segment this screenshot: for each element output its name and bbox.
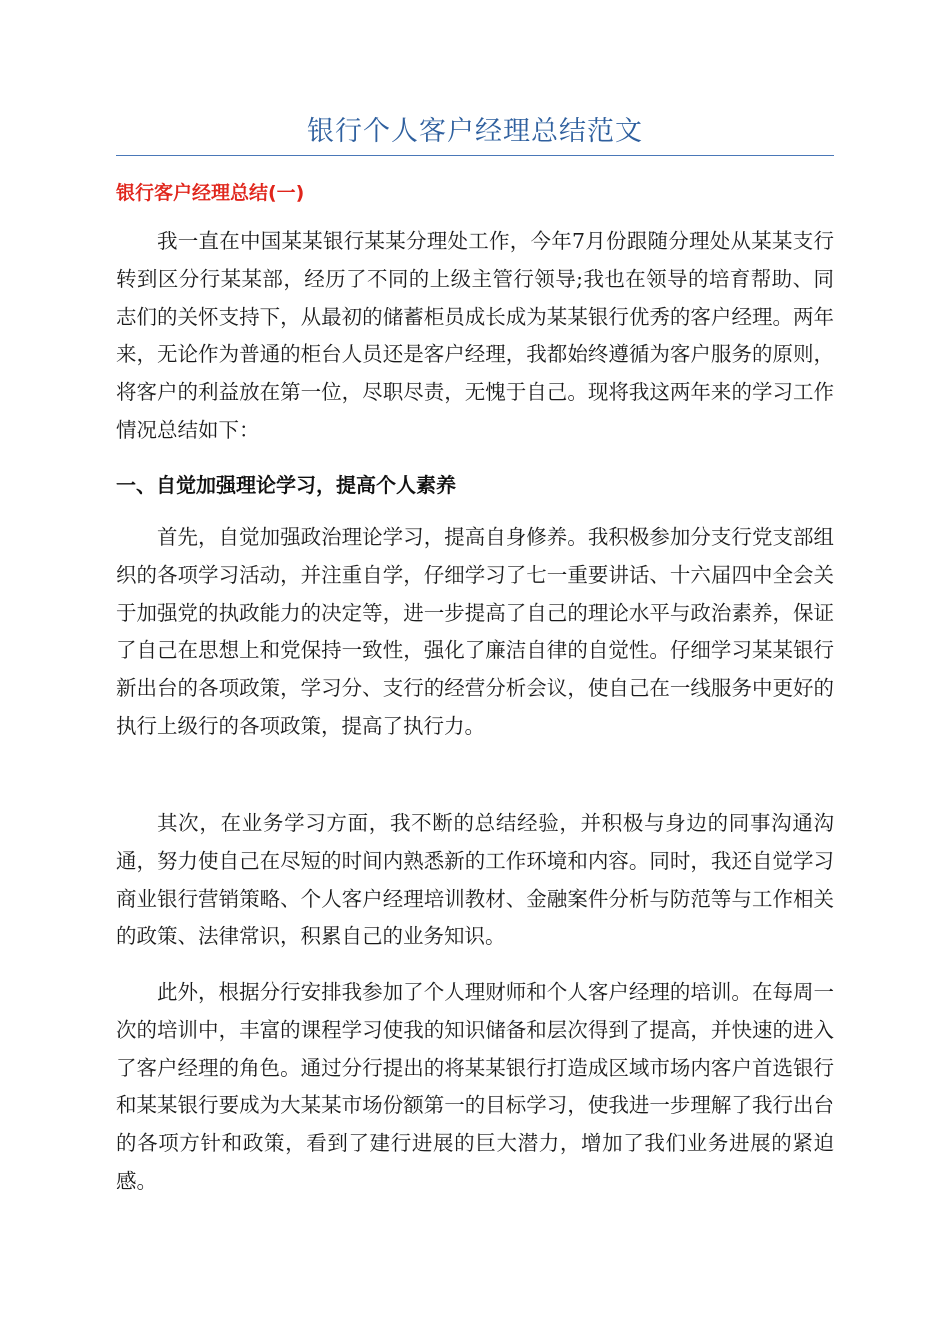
body-paragraph: 其次，在业务学习方面，我不断的总结经验，并积极与身边的同事沟通沟通，努力使自己在尽短的时间内熟悉新的工作环境和内容。同时，我还自觉学习商业银行营销策略、个人客户经理培训教材、金融案件分析与防范等与工作相关的政策、法律常识，积累自己的业务知识。 [116, 811, 834, 949]
section-heading: 银行客户经理总结(一) [116, 182, 305, 204]
body-paragraph: 首先，自觉加强政治理论学习，提高自身修养。我积极参加分支行党支部组织的各项学习活动，并注重自学，仔细学习了七一重要讲话、十六届四中全会关于加强党的执政能力的决定等，进一步提高了自己的理论水平与政治素养，保证了自己在思想上和党保持一致性，强化了廉洁自律的自觉性。仔细学习某某银行新出台的各项政策，学习分、支行的经营分析会议，使自己在一线服务中更好的执行上级行的各项政策，提高了执行力。 [116, 525, 834, 738]
body-paragraph: 我一直在中国某某银行某某分理处工作，今年7月份跟随分理处从某某支行转到区分行某某部，经历了不同的上级主管行领导;我也在领导的培育帮助、同志们的关怀支持下，从最初的储蓄柜员成长成为某某银行优秀的客户经理。两年来，无论作为普通的柜台人员还是客户经理，我都始终遵循为客户服务的原则，将客户的利益放在第一位，尽职尽责，无愧于自己。现将我这两年来的学习工作情况总结如下： [116, 229, 834, 442]
subheading: 一、自觉加强理论学习，提高个人素养 [116, 473, 456, 497]
title-underline-rule [116, 155, 834, 156]
document-title: 银行个人客户经理总结范文 [307, 116, 643, 147]
body-paragraph: 此外，根据分行安排我参加了个人理财师和个人客户经理的培训。在每周一次的培训中，丰富的课程学习使我的知识储备和层次得到了提高，并快速的进入了客户经理的角色。通过分行提出的将某某银行打造成区域市场内客户首选银行和某某银行要成为大某某市场份额第一的目标学习，使我进一步理解了我行出台的各项方针和政策，看到了建行进展的巨大潜力，增加了我们业务进展的紧迫感。 [116, 980, 834, 1193]
